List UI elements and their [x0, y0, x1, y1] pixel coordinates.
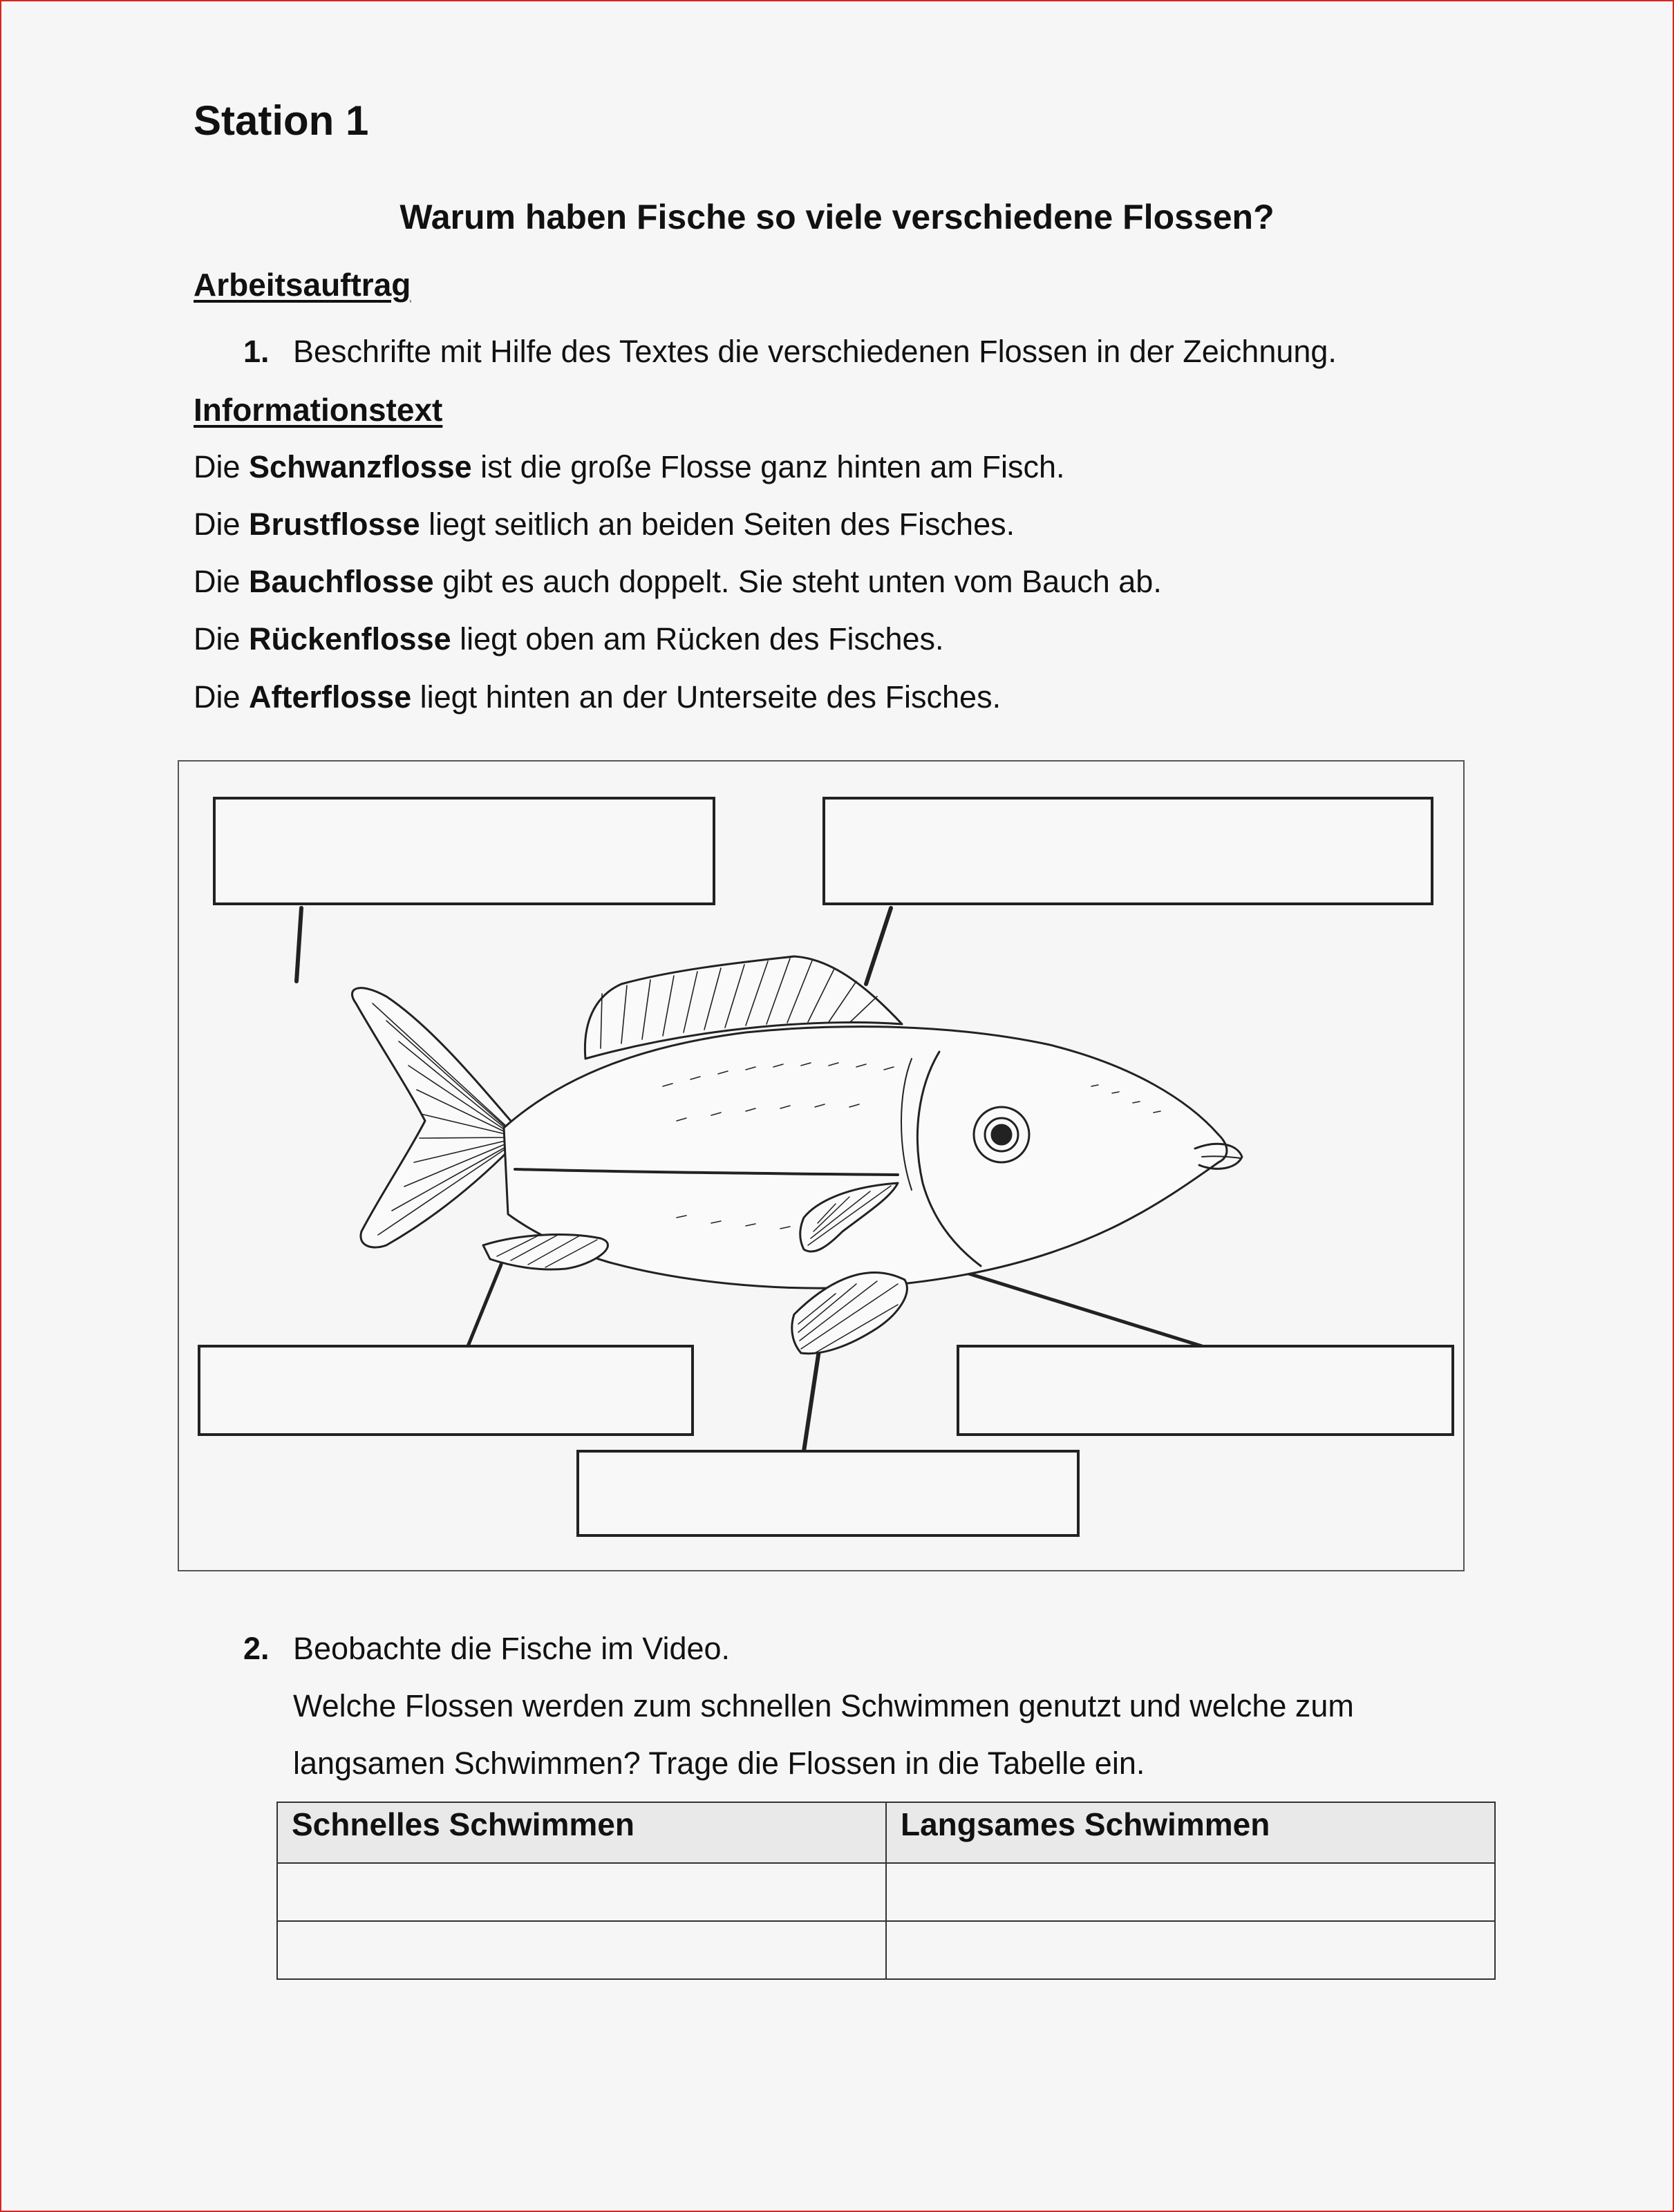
info-line: Die Schwanzflosse ist die große Flosse ganz hinten am Fisch.	[194, 449, 1065, 484]
task-1-number: 1.	[243, 334, 270, 369]
table-row	[277, 1921, 1495, 1979]
table-cell[interactable]	[886, 1863, 1495, 1921]
column-header-slow: Langsames Schwimmen	[886, 1802, 1495, 1863]
table-cell[interactable]	[277, 1863, 886, 1921]
table-cell[interactable]	[277, 1921, 886, 1979]
term-rueckenflosse: Rückenflosse	[249, 621, 451, 656]
label-box-brustflosse[interactable]	[957, 1345, 1454, 1436]
task-1-text: Beschrifte mit Hilfe des Textes die verschiedenen Flossen in der Zeichnung.	[293, 334, 1337, 369]
task-1	[243, 334, 1337, 370]
info-line: Die Brustflosse liegt seitlich an beiden Seiten des Fisches.	[194, 507, 1015, 542]
label-box-afterflosse[interactable]	[198, 1345, 694, 1436]
info-heading: Informationstext	[194, 392, 443, 428]
term-brustflosse: Brustflosse	[249, 507, 420, 542]
task-2-number: 2.	[243, 1631, 270, 1666]
column-header-fast: Schnelles Schwimmen	[277, 1802, 886, 1863]
term-afterflosse: Afterflosse	[249, 679, 412, 715]
term-schwanzflosse: Schwanzflosse	[249, 449, 472, 484]
table-row	[277, 1863, 1495, 1921]
label-box-bauchflosse[interactable]	[576, 1450, 1080, 1537]
fish-diagram	[178, 760, 1465, 1571]
task-2	[243, 1631, 730, 1667]
table-cell[interactable]	[886, 1921, 1495, 1979]
task-2-line-3: langsamen Schwimmen? Trage die Flossen in die Tabelle ein.	[293, 1746, 1145, 1781]
info-line: Die Bauchflosse gibt es auch doppelt. Sie steht unten vom Bauch ab.	[194, 564, 1162, 599]
page-title: Warum haben Fische so viele verschiedene Flossen?	[399, 198, 1275, 236]
label-box-rueckenflosse[interactable]	[822, 797, 1433, 905]
station-title: Station 1	[194, 97, 369, 144]
info-line: Die Afterflosse liegt hinten an der Unterseite des Fisches.	[194, 679, 1001, 715]
label-box-schwanzflosse[interactable]	[213, 797, 715, 905]
term-bauchflosse: Bauchflosse	[249, 564, 434, 599]
task-2-line-2: Welche Flossen werden zum schnellen Schwimmen genutzt und welche zum	[293, 1688, 1354, 1723]
info-line: Die Rückenflosse liegt oben am Rücken des Fisches.	[194, 621, 944, 656]
swimming-table	[276, 1802, 1496, 1980]
task-heading: Arbeitsauftrag	[194, 267, 411, 303]
task-2-line-1: Beobachte die Fische im Video.	[293, 1631, 731, 1666]
table-header-row	[277, 1802, 1495, 1863]
